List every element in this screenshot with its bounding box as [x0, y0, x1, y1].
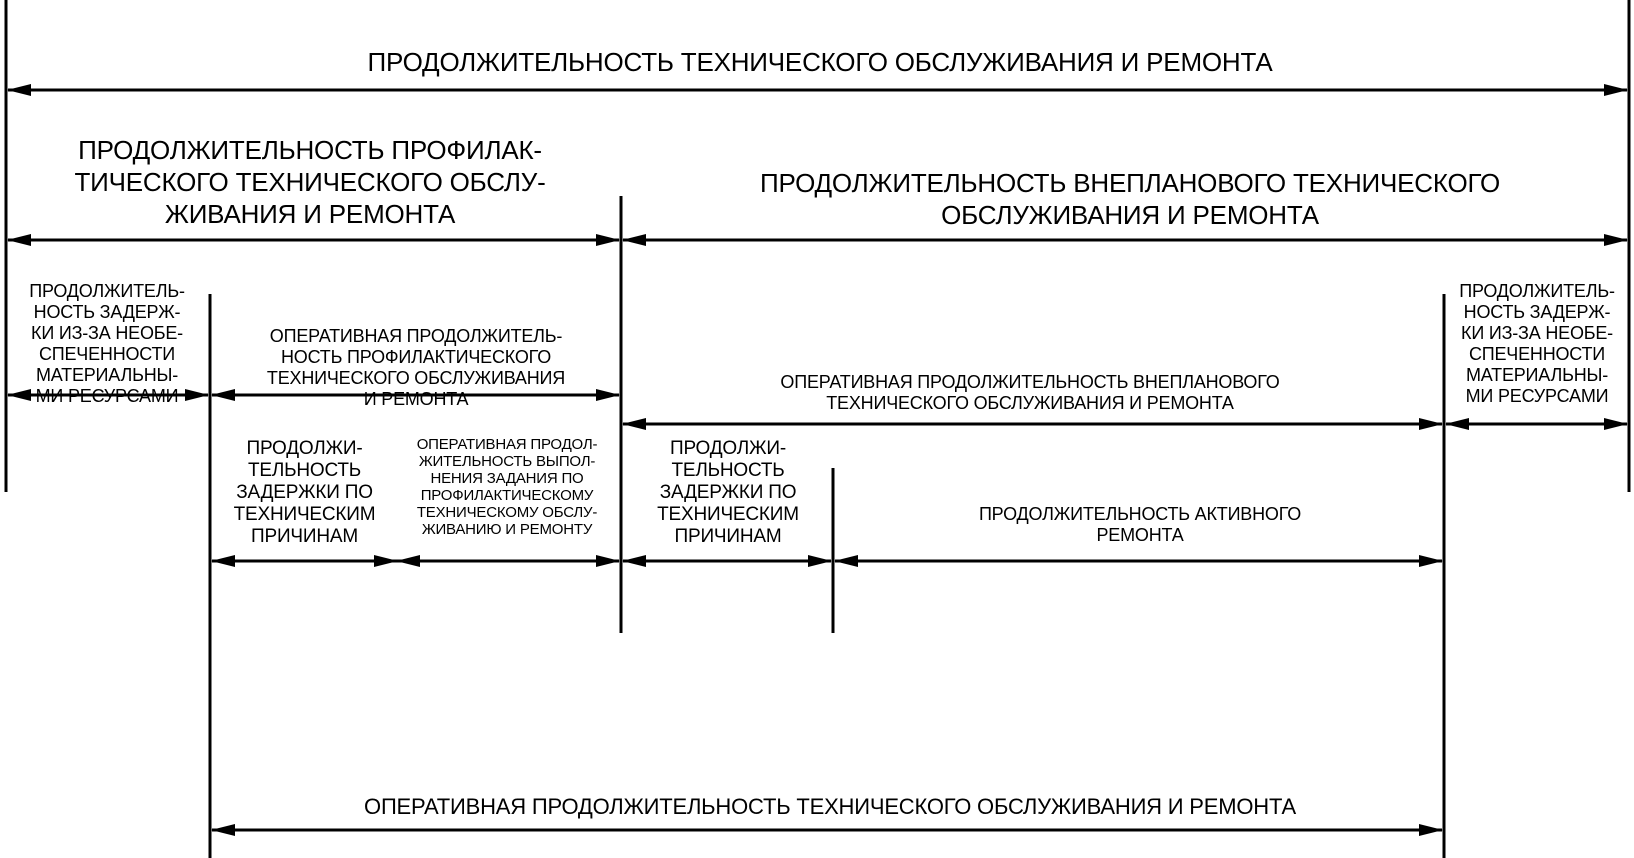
- label-active-total-duration: ОПЕРАТИВНАЯ ПРОДОЛЖИТЕЛЬНОСТЬ ТЕХНИЧЕСКОГО ОБСЛУЖИВАНИЯ И РЕМОНТА: [364, 794, 1296, 819]
- label-technical-delay-preventive: ПРОДОЛЖИ- ТЕЛЬНОСТЬ ЗАДЕРЖКИ ПО ТЕХНИЧЕСКИМ ПРИЧИНАМ: [233, 438, 376, 547]
- label-corrective-duration: ПРОДОЛЖИТЕЛЬНОСТЬ ВНЕПЛАНОВОГО ТЕХНИЧЕСКОГО ОБСЛУЖИВАНИЯ И РЕМОНТА: [760, 168, 1500, 230]
- label-technical-delay-corrective: ПРОДОЛЖИ- ТЕЛЬНОСТЬ ЗАДЕРЖКИ ПО ТЕХНИЧЕСКИМ ПРИЧИНАМ: [657, 438, 799, 547]
- label-active-corrective: ОПЕРАТИВНАЯ ПРОДОЛЖИТЕЛЬНОСТЬ ВНЕПЛАНОВОГО ТЕХНИЧЕСКОГО ОБСЛУЖИВАНИЯ И РЕМОНТА: [780, 372, 1280, 413]
- label-logistic-delay-left: ПРОДОЛЖИТЕЛЬ- НОСТЬ ЗАДЕРЖ- КИ ИЗ-ЗА НЕОБЕ- СПЕЧЕННОСТИ МАТЕРИАЛЬНЫ- МИ РЕСУРСАМИ: [29, 281, 185, 406]
- label-logistic-delay-right: ПРОДОЛЖИТЕЛЬ- НОСТЬ ЗАДЕРЖ- КИ ИЗ-ЗА НЕОБЕ- СПЕЧЕННОСТИ МАТЕРИАЛЬНЫ- МИ РЕСУРСАМИ: [1459, 281, 1615, 406]
- label-preventive-task: ОПЕРАТИВНАЯ ПРОДОЛ- ЖИТЕЛЬНОСТЬ ВЫПОЛ- НЕНИЯ ЗАДАНИЯ ПО ПРОФИЛАКТИЧЕСКОМУ ТЕХНИЧЕСКОМУ ОБСЛУ- ЖИВАНИЮ И РЕМОНТУ: [416, 436, 598, 538]
- label-active-repair: ПРОДОЛЖИТЕЛЬНОСТЬ АКТИВНОГО РЕМОНТА: [978, 504, 1302, 545]
- label-total-duration: ПРОДОЛЖИТЕЛЬНОСТЬ ТЕХНИЧЕСКОГО ОБСЛУЖИВАНИЯ И РЕМОНТА: [367, 47, 1273, 77]
- label-preventive-duration: ПРОДОЛЖИТЕЛЬНОСТЬ ПРОФИЛАК- ТИЧЕСКОГО ТЕХНИЧЕСКОГО ОБСЛУ- ЖИВАНИЯ И РЕМОНТА: [74, 135, 546, 229]
- label-active-preventive: ОПЕРАТИВНАЯ ПРОДОЛЖИТЕЛЬ- НОСТЬ ПРОФИЛАКТИЧЕСКОГО ТЕХНИЧЕСКОГО ОБСЛУЖИВАНИЯ И РЕМОНТА: [266, 326, 566, 409]
